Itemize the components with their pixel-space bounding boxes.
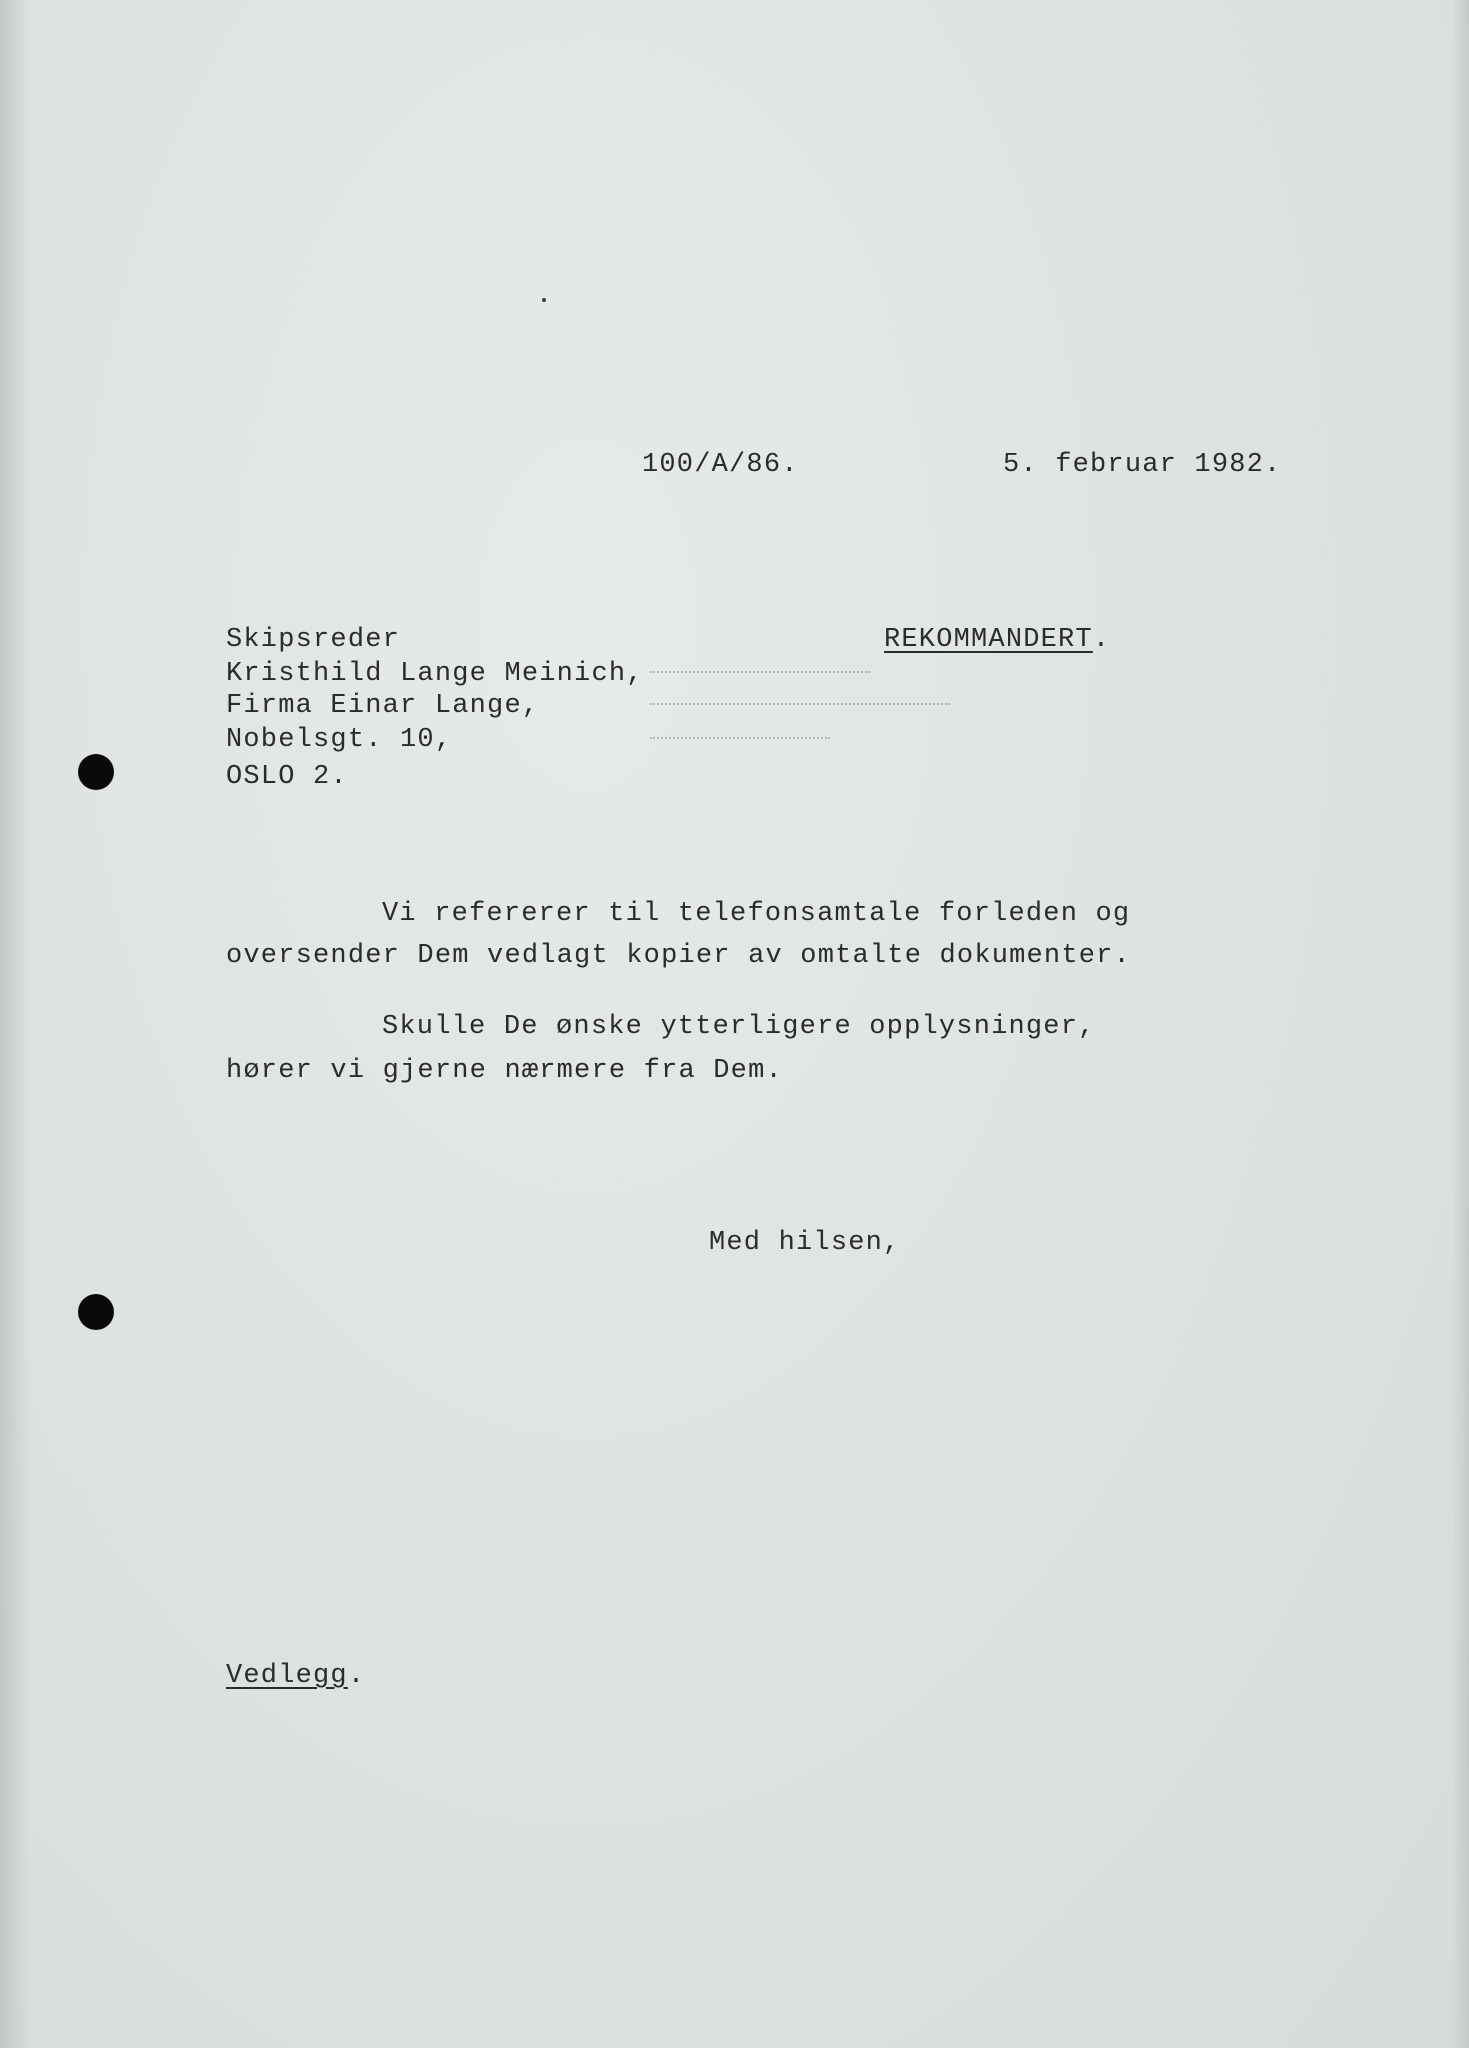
reference-number: 100/A/86. — [642, 450, 799, 480]
recipient-city: OSLO 2. — [226, 762, 348, 792]
enclosure-text: Vedlegg — [226, 1661, 348, 1691]
punch-hole-bottom — [78, 1294, 114, 1330]
scan-shadow-right — [1451, 0, 1469, 2048]
recipient-street: Nobelsgt. 10, — [226, 725, 453, 755]
faint-dotted-line — [650, 703, 950, 705]
faint-dotted-line — [650, 671, 870, 673]
delivery-note-text: REKOMMANDERT — [884, 625, 1093, 655]
body-paragraph-1-line-2: oversender Dem vedlagt kopier av omtalte dokumenter. — [226, 941, 1131, 971]
body-paragraph-1-line-1: Vi refererer til telefonsamtale forleden og — [382, 899, 1131, 929]
scan-shadow-left — [0, 0, 30, 2048]
enclosure-punct: . — [347, 1661, 366, 1691]
recipient-company: Firma Einar Lange, — [226, 691, 540, 721]
faint-dotted-line — [650, 737, 830, 739]
letter-date: 5. februar 1982. — [1003, 450, 1282, 480]
enclosure-note — [226, 1659, 365, 1693]
body-paragraph-2-line-1: Skulle De ønske ytterligere opplysninger, — [382, 1012, 1096, 1042]
punch-hole-top — [78, 754, 114, 790]
recipient-name: Kristhild Lange Meinich, — [226, 659, 644, 689]
delivery-note-punct: . — [1092, 625, 1111, 655]
delivery-note — [884, 623, 1110, 657]
paper-speck — [542, 298, 546, 302]
body-paragraph-2-line-2: hører vi gjerne nærmere fra Dem. — [226, 1056, 783, 1086]
closing-salutation: Med hilsen, — [709, 1228, 901, 1258]
recipient-title: Skipsreder — [226, 625, 401, 655]
